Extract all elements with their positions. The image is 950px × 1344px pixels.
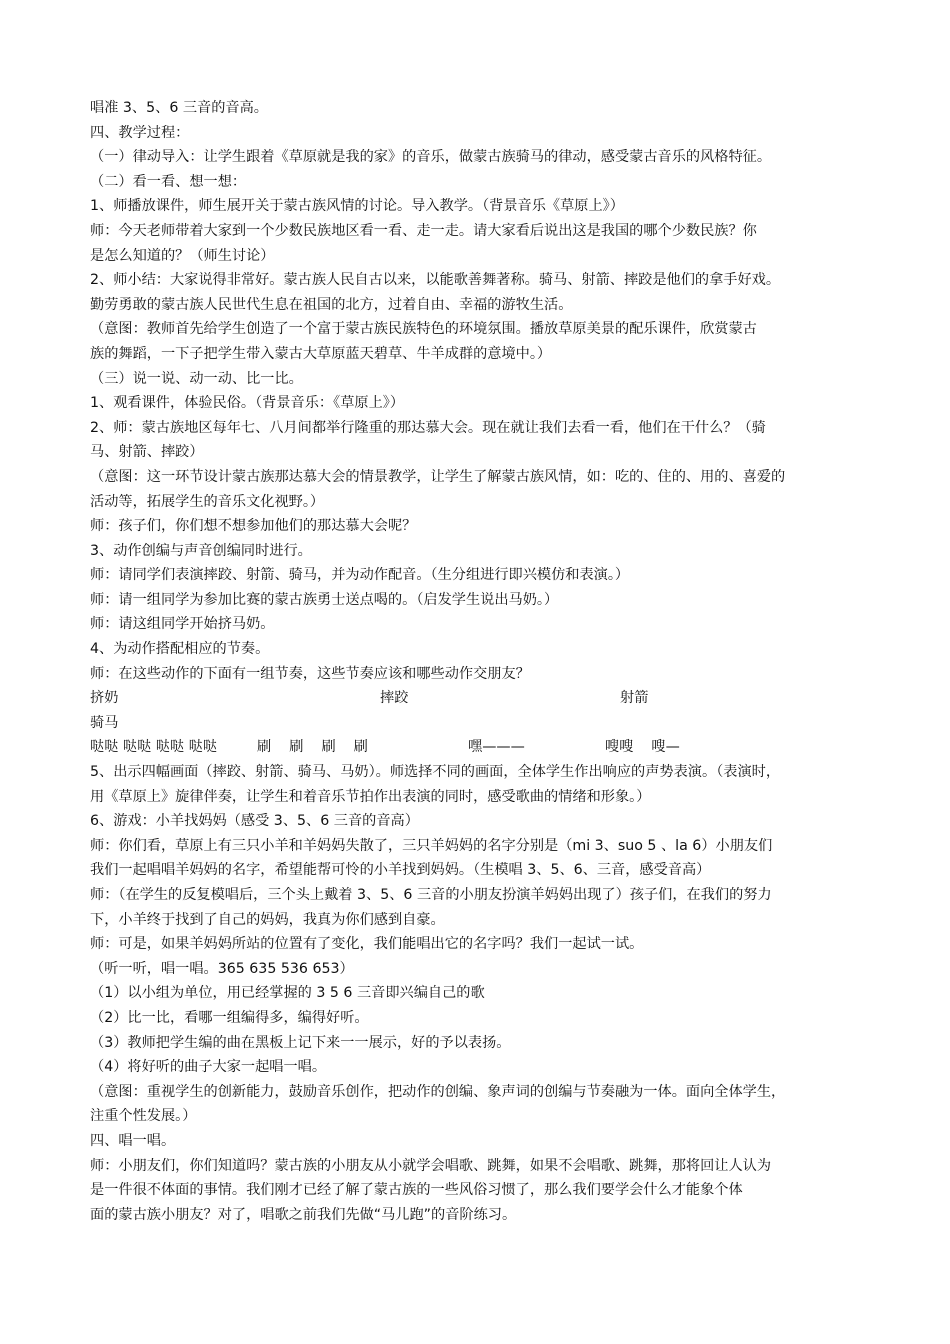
action-label-wrestling: 摔跤 [380,690,409,707]
text-line: 师：（在学生的反复模唱后，三个头上戴着 3、5、6 三音的小朋友扮演羊妈妈出现了）孩子们，在我们的努力 [90,887,772,903]
text-line: （意图：重视学生的创新能力，鼓励音乐创作，把动作的创编、象声词的创编与节奏融为一体。面向全体学生， [90,1083,786,1100]
text-line: 2、师：蒙古族地区每年七、八月间都举行隆重的那达慕大会。现在就让我们去看一看，他们在干什么？（骑 [90,419,766,436]
text-line: （听一听，唱一唱。365 635 536 653） [90,960,354,977]
text-line: 师：小朋友们，你们知道吗？蒙古族的小朋友从小就学会唱歌、跳舞，如果不会唱歌、跳舞，那将回让人认为 [90,1157,772,1174]
text-line: 族的舞蹈，一下子把学生带入蒙古大草原蓝天碧草、牛羊成群的意境中。） [90,345,552,362]
text-line: 活动等，拓展学生的音乐文化视野。） [90,493,325,510]
text-line: 马、射箭、摔跤） [90,444,204,461]
text-line: 6、游戏：小羊找妈妈（感受 3、5、6 三音的音高） [90,813,419,830]
text-line: 面的蒙古族小朋友？对了，唱歌之前我们先做“马儿跑”的音阶练习。 [90,1206,517,1223]
text-line: 下，小羊终于找到了自己的妈妈，我真为你们感到自豪。 [90,911,445,928]
text-line: 勤劳勇敢的蒙古族人民世代生息在祖国的北方，过着自由、幸福的游牧生活。 [90,296,573,313]
text-line: 4、为动作搭配相应的节奏。 [90,641,270,658]
text-line: （一）律动导入：让学生跟着《草原就是我的家》的音乐，做蒙古族骑马的律动，感受蒙古音乐的风格特征。 [90,149,772,166]
document-page [90,96,870,1227]
text-line: 是一件很不体面的事情。我们刚才已经了解了蒙古族的一些风俗习惯了，那么我们要学会什么才能象个体 [90,1182,743,1199]
text-line: 师：今天老师带着大家到一个少数民族地区看一看、走一走。请大家看后说出这是我国的哪个少数民族？你 [90,222,757,239]
document-text-block-1 [90,96,870,686]
action-label-archery: 射箭 [620,690,649,707]
text-line: 是怎么知道的？（师生讨论） [90,247,275,264]
text-line: 唱准 3、5、6 三音的音高。 [90,100,268,116]
text-line: （二）看一看、想一想： [90,173,247,190]
action-row-2 [90,711,870,736]
rhythm-milking: 哒哒 哒哒 哒哒 哒哒 [90,739,218,756]
text-line: 师：可是，如果羊妈妈所站的位置有了变化，我们能唱出它的名字吗？我们一起试一试。 [90,936,644,953]
action-label-milking: 挤奶 [90,690,119,707]
text-line: 我们一起唱唱羊妈妈的名字，希望能帮可怜的小羊找到妈妈。（生模唱 3、5、6、三音，感受音高） [90,862,711,879]
rhythm-wrestling: 刷 刷 刷 刷 [257,739,368,756]
text-line: 注重个性发展。） [90,1108,197,1125]
text-line: （4）将好听的曲子大家一起唱一唱。 [90,1059,327,1076]
document-text-block-2 [90,760,870,1227]
text-line: 师：请同学们表演摔跤、射箭、骑马，并为动作配音。（生分组进行即兴模仿和表演。） [90,567,630,584]
text-line: 2、师小结：大家说得非常好。蒙古族人民自古以来，以能歌善舞著称。骑马、射箭、摔跤是他们的拿手好戏。 [90,272,781,289]
text-line: 师：在这些动作的下面有一组节奏，这些节奏应该和哪些动作交朋友？ [90,665,530,682]
text-line: （2）比一比，看哪一组编得多，编得好听。 [90,1009,369,1026]
rhythm-row [90,735,870,760]
text-line: 师：孩子们，你们想不想参加他们的那达慕大会呢？ [90,518,417,535]
text-line: 师：请这组同学开始挤马奶。 [90,616,275,633]
text-line: 师：请一组同学为参加比赛的蒙古族勇士送点喝的。（启发学生说出马奶。） [90,591,559,608]
text-line: 用《草原上》旋律伴奏，让学生和着音乐节拍作出表演的同时，感受歌曲的情绪和形象。） [90,788,651,805]
text-line: 1、观看课件，体验民俗。（背景音乐：《草原上》） [90,395,405,412]
action-label-riding: 骑马 [90,714,119,731]
action-row [90,686,870,711]
text-line: 1、师播放课件，师生展开关于蒙古族风情的讨论。导入教学。（背景音乐《草原上》） [90,198,624,215]
text-line: （三）说一说、动一动、比一比。 [90,370,303,387]
text-line: 四、唱一唱。 [90,1132,176,1149]
text-line: （1）以小组为单位，用已经掌握的 3 5 6 三音即兴编自己的歌 [90,985,485,1002]
text-line: 5、出示四幅画面（摔跤、射箭、骑马、马奶）。师选择不同的画面，全体学生作出响应的声势表演。（表演时， [90,764,781,781]
text-line: 四、教学过程： [90,124,190,141]
text-line: 3、动作创编与声音创编同时进行。 [90,542,312,559]
text-line: （意图：这一环节设计蒙古族那达慕大会的情景教学，让学生了解蒙古族风情，如：吃的、住的、用的、喜爱的 [90,468,786,485]
rhythm-archery: 嗖嗖 嗖— [605,739,680,756]
text-line: （3）教师把学生编的曲在黑板上记下来一一展示，好的予以表扬。 [90,1034,511,1051]
text-line: 师：你们看，草原上有三只小羊和羊妈妈失散了，三只羊妈妈的名字分别是（mi 3、suo 5 、la 6）小朋友们 [90,837,773,854]
rhythm-riding: 嘿——— [468,739,525,756]
text-line: （意图：教师首先给学生创造了一个富于蒙古族民族特色的环境氛围。播放草原美景的配乐课件，欣赏蒙古 [90,321,757,338]
